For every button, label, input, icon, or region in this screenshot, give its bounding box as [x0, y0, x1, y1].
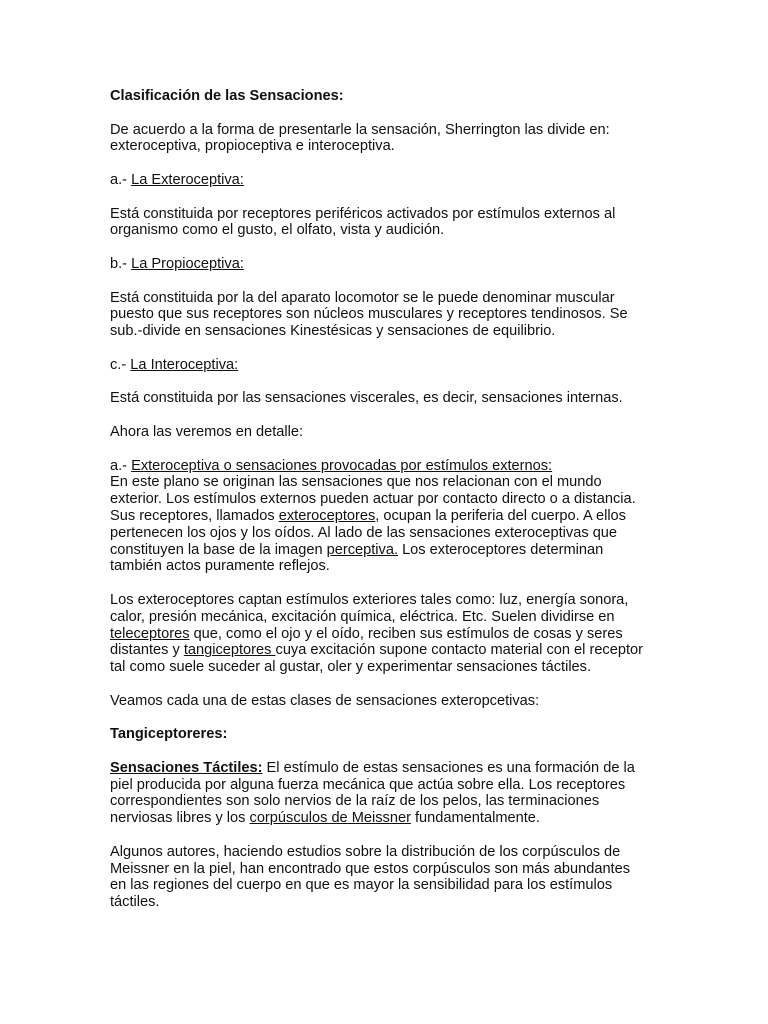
- section-c-heading: [110, 357, 690, 374]
- section-title: La Exteroceptiva:: [131, 171, 244, 188]
- paragraph-line: Está constituida por la del aparato locomotor se le puede denominar muscular: [110, 289, 615, 306]
- detail-a-heading: [110, 458, 690, 475]
- section-title: La Interoceptiva:: [130, 356, 239, 373]
- paragraph-line: Algunos autores, haciendo estudios sobre la distribución de los corpúsculos de: [110, 843, 621, 860]
- paragraph-line: calor, presión mecánica, excitación química, eléctrica. Etc. Suelen dividirse en: [110, 608, 615, 625]
- paragraph-line: Los exteroceptores captan estímulos exteriores tales como: luz, energía sonora,: [110, 591, 629, 608]
- text-run: El estímulo de estas sensaciones es una formación de la: [262, 759, 635, 776]
- paragraph-line: tal como suele suceder al gustar, oler y experimentar sensaciones táctiles.: [110, 659, 592, 676]
- paragraph-line: piel producida por alguna fuerza mecánica que actúa sobre ella. Los receptores: [110, 776, 626, 793]
- text-run: Sus receptores, llamados: [110, 507, 279, 524]
- paragraph-line: puesto que sus receptores son núcleos musculares y receptores tendinosos. Se: [110, 306, 628, 323]
- detail-intro: Ahora las veremos en detalle:: [110, 423, 304, 440]
- intro-line: exteroceptiva, propioceptiva e interoceptiva.: [110, 138, 395, 155]
- term-perceptiva: perceptiva.: [326, 541, 399, 558]
- text-run: , ocupan la periferia del cuerpo. A ellos: [375, 507, 626, 524]
- section-prefix: a.-: [110, 457, 132, 474]
- paragraph-line: [110, 542, 690, 559]
- section-a-heading: [110, 172, 690, 189]
- paragraph-line: [110, 760, 690, 777]
- section-prefix: c.-: [110, 356, 131, 373]
- paragraph-line: pertenecen los ojos y los oídos. Al lado de las sensaciones exteroceptivas que: [110, 524, 618, 541]
- tactiles-label: Sensaciones Táctiles:: [110, 759, 263, 776]
- term-meissner: corpúsculos de Meissner: [249, 810, 411, 827]
- text-run: fundamentalmente.: [410, 810, 540, 827]
- document-title: Clasificación de las Sensaciones:: [110, 88, 344, 104]
- text-run: cuya excitación supone contacto material con el receptor: [275, 642, 643, 659]
- paragraph-line: exterior. Los estímulos externos pueden actuar por contacto directo o a distancia.: [110, 491, 636, 508]
- section-prefix: b.-: [110, 255, 132, 272]
- term-teleceptores: teleceptores: [110, 625, 190, 642]
- paragraph-line: organismo como el gusto, el olfato, vista y audición.: [110, 222, 445, 239]
- paragraph-line: en las regiones del cuerpo en que es mayor la sensibilidad para los estímulos: [110, 877, 613, 894]
- paragraph-line: [110, 810, 690, 827]
- term-exteroceptores: exteroceptores: [278, 507, 376, 524]
- document-body: [110, 88, 690, 911]
- paragraph-line: Está constituida por receptores periféricos activados por estímulos externos al: [110, 205, 616, 222]
- tangiceptores-heading: Tangiceptoreres:: [110, 726, 228, 743]
- paragraph-line: [110, 642, 690, 659]
- text-run: nerviosas libres y los: [110, 810, 250, 827]
- intro-line: De acuerdo a la forma de presentarle la sensación, Sherrington las divide en:: [110, 121, 610, 138]
- section-title: Exteroceptiva o sensaciones provocadas por estímulos externos:: [131, 457, 553, 474]
- paragraph-line: correspondientes son solo nervios de la raíz de los pelos, las terminaciones: [110, 793, 600, 810]
- paragraph-line: Veamos cada una de estas clases de sensaciones exteropcetivas:: [110, 692, 540, 709]
- paragraph-line: Está constituida por las sensaciones viscerales, es decir, sensaciones internas.: [110, 390, 623, 407]
- text-run: constituyen la base de la imagen: [110, 541, 327, 558]
- text-run: Los exteroceptores determinan: [398, 541, 604, 558]
- text-run: que, como el ojo y el oído, reciben sus estímulos de cosas y seres: [189, 625, 623, 642]
- section-title: La Propioceptiva:: [131, 255, 244, 272]
- term-tangiceptores: tangiceptores: [183, 642, 276, 659]
- paragraph-line: también actos puramente reflejos.: [110, 558, 330, 575]
- paragraph-line: Meissner en la piel, han encontrado que estos corpúsculos son más abundantes: [110, 860, 631, 877]
- paragraph-line: [110, 626, 690, 643]
- section-b-heading: [110, 256, 690, 273]
- paragraph-line: En este plano se originan las sensaciones que nos relacionan con el mundo: [110, 474, 602, 491]
- text-run: distantes y: [110, 642, 184, 659]
- paragraph-line: sub.-divide en sensaciones Kinestésicas y sensaciones de equilibrio.: [110, 323, 556, 340]
- paragraph-line: táctiles.: [110, 894, 160, 911]
- section-prefix: a.-: [110, 171, 132, 188]
- paragraph-line: [110, 508, 690, 525]
